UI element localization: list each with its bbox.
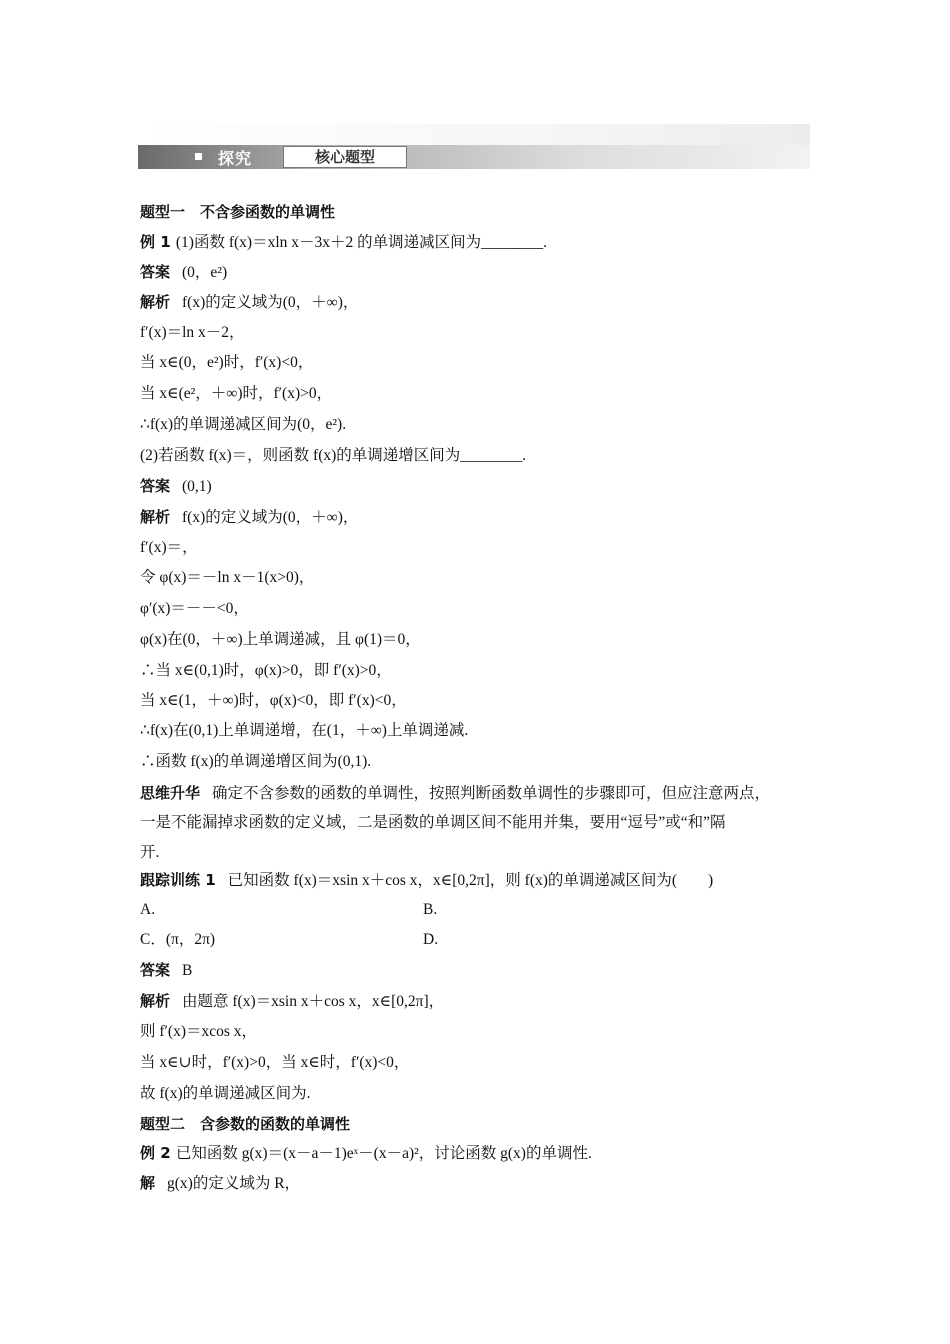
- line-text: (0，e²): [182, 264, 228, 281]
- line-label: 答案: [140, 477, 171, 495]
- line-text: f(x)的定义域为(0，＋∞)，: [182, 294, 359, 311]
- section-heading: 题型二 含参数的函数的单调性: [140, 1115, 351, 1133]
- option-left: C．(π，2π): [140, 931, 216, 948]
- text-line: [140, 960, 192, 981]
- banner-bullet-icon: [195, 153, 202, 160]
- line-label: 解析: [140, 992, 171, 1010]
- text-line: [140, 476, 212, 497]
- text-line: 开.: [140, 844, 160, 861]
- line-label: 解析: [140, 508, 171, 526]
- option-left: A.: [140, 901, 156, 918]
- text-line: [140, 232, 547, 253]
- text-line: f′(x)＝ln x－2，: [140, 324, 245, 341]
- line-label: 解: [140, 1174, 156, 1192]
- line-text: 已知函数 g(x)＝(x－a－1)eˣ－(x－a)²，讨论函数 g(x)的单调性.: [175, 1145, 592, 1162]
- line-label: 跟踪训练 1: [140, 871, 216, 889]
- line-text: B: [182, 962, 193, 979]
- text-line: [140, 991, 444, 1012]
- line-text: 确定不含参数的函数的单调性，按照判断函数单调性的步骤即可，但应注意两点，: [212, 785, 771, 802]
- text-line: ∴f(x)在(0,1)上单调递增，在(1，＋∞)上单调递减.: [140, 722, 469, 739]
- option-row: [140, 930, 215, 950]
- section-heading: 题型一 不含参函数的单调性: [140, 203, 336, 221]
- text-line: [140, 1173, 300, 1194]
- line-label: 答案: [140, 263, 171, 281]
- line-text: g(x)的定义域为 R，: [167, 1175, 301, 1192]
- text-line: [140, 1143, 592, 1164]
- banner-label-explore: 探究: [218, 149, 253, 168]
- text-line: φ′(x)＝－－<0，: [140, 600, 249, 617]
- text-line: [140, 870, 713, 891]
- line-label: 例 1: [140, 233, 176, 251]
- text-line: [140, 783, 770, 804]
- text-line: (2)若函数 f(x)＝，则函数 f(x)的单调递增区间为________.: [140, 447, 527, 464]
- text-line: 当 x∈(0，e²)时，f′(x)<0，: [140, 354, 314, 371]
- text-line: 则 f′(x)＝xcos x，: [140, 1023, 258, 1040]
- text-line: [140, 262, 227, 283]
- banner-shade: [138, 124, 810, 145]
- text-line: ∴当 x∈(0,1)时，φ(x)>0，即 f′(x)>0，: [140, 662, 392, 679]
- text-line: f′(x)＝，: [140, 539, 198, 556]
- option-right: D.: [423, 931, 439, 948]
- text-line: 一是不能漏掉求函数的定义域，二是函数的单调区间不能用并集，要用“逗号”或“和”隔: [140, 814, 726, 831]
- line-label: 例 2: [140, 1144, 176, 1162]
- text-line: ∴f(x)的单调递减区间为(0，e²).: [140, 416, 347, 433]
- line-label: 答案: [140, 961, 171, 979]
- line-text: (1)函数 f(x)＝xln x－3x＋2 的单调递减区间为________.: [175, 234, 548, 251]
- text-line: 当 x∈∪时，f′(x)>0，当 x∈时，f′(x)<0，: [140, 1054, 410, 1071]
- line-text: f(x)的定义域为(0，＋∞)，: [182, 509, 359, 526]
- line-text: (0,1): [182, 478, 212, 495]
- text-line: [140, 507, 358, 528]
- option-right: B.: [423, 901, 438, 918]
- line-text: 已知函数 f(x)＝xsin x＋cos x，x∈[0,2π]，则 f(x)的单调递减区间为( ): [227, 872, 714, 889]
- text-line: 令 φ(x)＝－ln x－1(x>0)，: [140, 569, 315, 586]
- text-line: φ(x)在(0，＋∞)上单调递减，且 φ(1)＝0，: [140, 631, 421, 648]
- text-line: 故 f(x)的单调递减区间为.: [140, 1085, 311, 1102]
- text-line: [140, 292, 358, 313]
- line-label: 思维升华: [140, 784, 201, 802]
- option-row: [140, 900, 155, 920]
- text-line: 当 x∈(e²，＋∞)时，f′(x)>0，: [140, 385, 333, 402]
- line-text: 由题意 f(x)＝xsin x＋cos x，x∈[0,2π]，: [182, 993, 445, 1010]
- text-line: ∴函数 f(x)的单调递增区间为(0,1).: [140, 753, 372, 770]
- line-label: 解析: [140, 293, 171, 311]
- section-banner: [138, 145, 810, 169]
- banner-label-core: 核心题型: [283, 146, 407, 168]
- text-line: 当 x∈(1，＋∞)时，φ(x)<0，即 f′(x)<0，: [140, 692, 407, 709]
